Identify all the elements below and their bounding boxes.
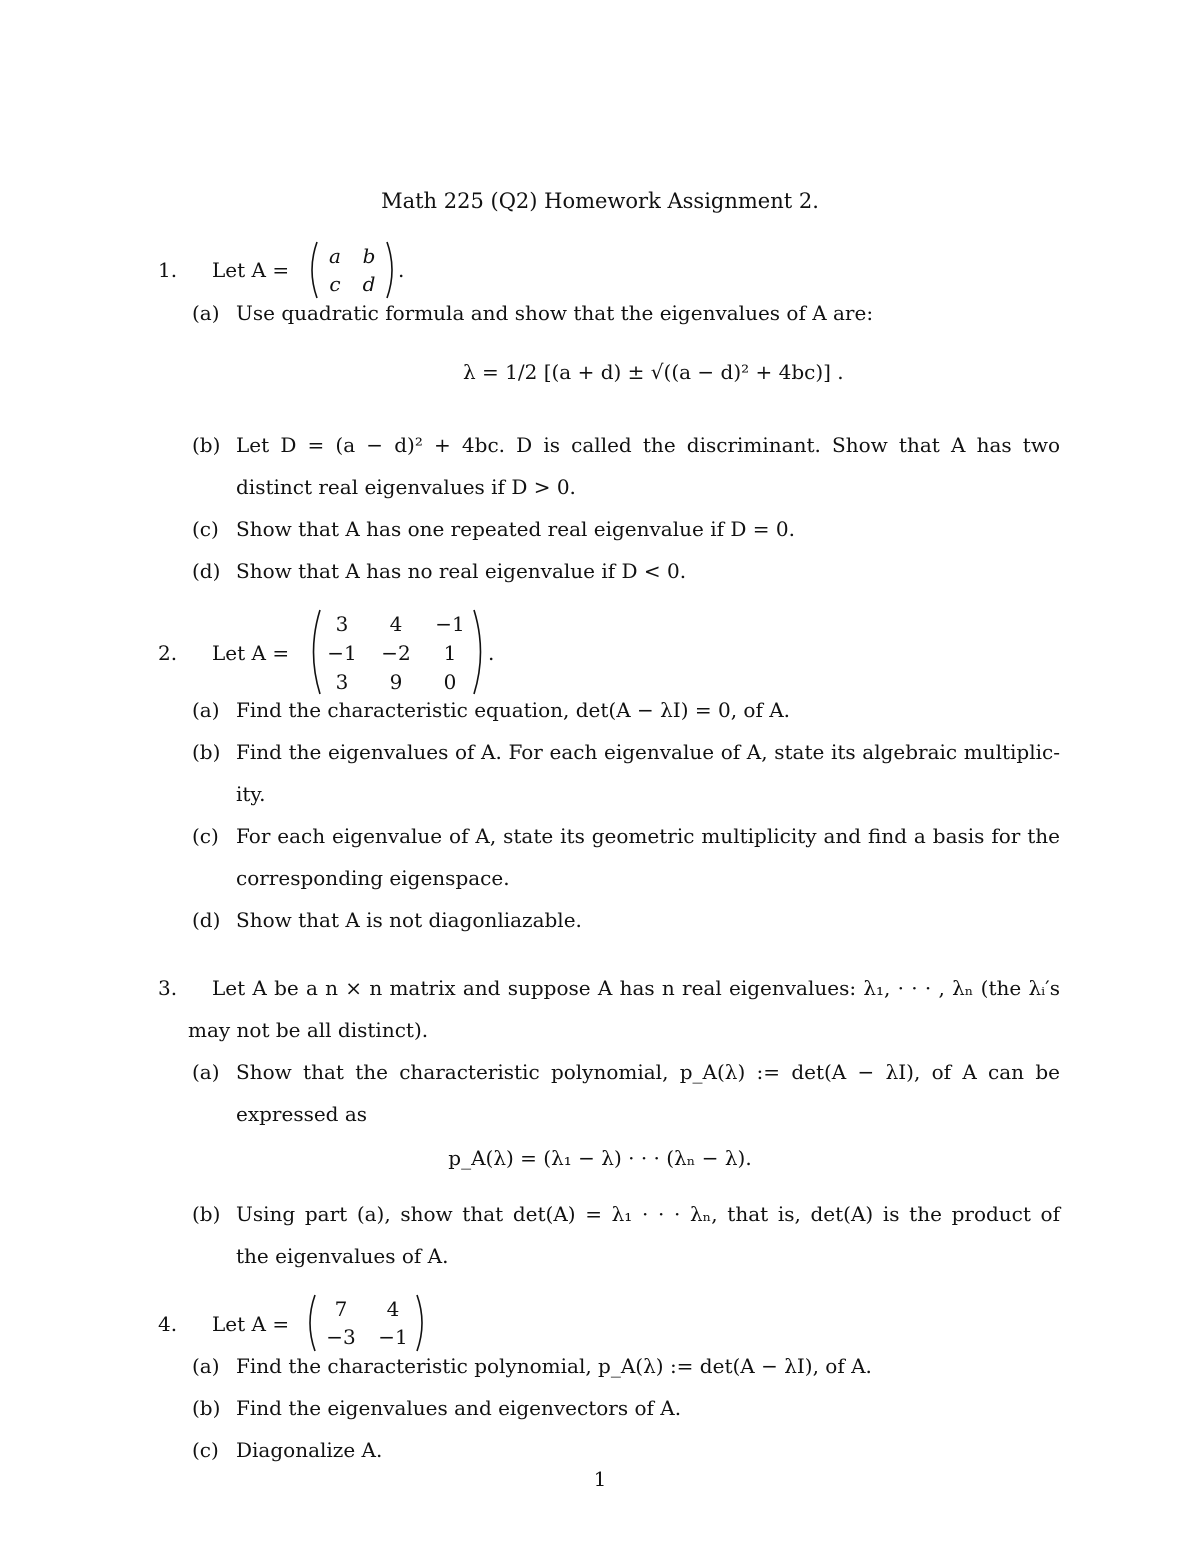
part-label: (a) bbox=[192, 301, 220, 325]
matrix-cell: 1 bbox=[443, 641, 457, 665]
part-text: Diagonalize A. bbox=[236, 1438, 383, 1462]
part-label: (b) bbox=[192, 1202, 221, 1226]
part-text: Find the characteristic equation, det(A − λI) = 0, of A. bbox=[236, 698, 791, 722]
matrix-cell: 0 bbox=[443, 670, 457, 694]
part-text: Let D = (a − d)² + 4bc. D is called the discriminant. Show that A has two bbox=[236, 433, 1060, 457]
page-number: 1 bbox=[593, 1467, 607, 1491]
formula-text: λ = 1/2 [(a + d) ± √((a − d)² + 4bc)] . bbox=[463, 360, 844, 384]
part-label: (b) bbox=[192, 433, 221, 457]
let-a-label: Let A = bbox=[212, 258, 290, 282]
matrix-cell: 3 bbox=[335, 670, 349, 694]
part-label: (a) bbox=[192, 1354, 220, 1378]
part-label: (c) bbox=[192, 517, 219, 541]
right-paren bbox=[472, 608, 488, 696]
matrix-3x3 bbox=[306, 608, 490, 696]
matrix-cell: −1 bbox=[435, 612, 465, 636]
problem-number: 3. bbox=[158, 976, 178, 1000]
matrix-cell: d bbox=[362, 272, 376, 296]
matrix-cell: b bbox=[362, 244, 376, 268]
right-paren bbox=[415, 1293, 429, 1353]
eigenvalue-formula bbox=[463, 346, 844, 384]
matrix-cell: −1 bbox=[378, 1325, 408, 1349]
part-text: distinct real eigenvalues if D > 0. bbox=[236, 475, 576, 499]
matrix-cell: −1 bbox=[327, 641, 357, 665]
page-title: Math 225 (Q2) Homework Assignment 2. bbox=[381, 189, 819, 213]
part-label: (a) bbox=[192, 1060, 220, 1084]
matrix-2x2 bbox=[305, 240, 399, 300]
polynomial-formula: p_A(λ) = (λ₁ − λ) · · · (λₙ − λ). bbox=[448, 1146, 752, 1170]
part-label: (d) bbox=[192, 908, 221, 932]
problem-number: 1. bbox=[158, 258, 178, 282]
part-text: Find the eigenvalues of A. For each eigenvalue of A, state its algebraic multiplic- bbox=[236, 740, 1060, 764]
part-label: (c) bbox=[192, 1438, 219, 1462]
part-text: expressed as bbox=[236, 1102, 368, 1126]
part-text: For each eigenvalue of A, state its geometric multiplicity and find a basis for the bbox=[236, 824, 1060, 848]
part-text: Find the eigenvalues and eigenvectors of A. bbox=[236, 1396, 682, 1420]
let-a-label: Let A = bbox=[212, 1312, 290, 1336]
matrix-cell: c bbox=[329, 272, 341, 296]
matrix-period: . bbox=[488, 641, 495, 665]
part-text: the eigenvalues of A. bbox=[236, 1244, 449, 1268]
part-text: Show that the characteristic polynomial, p_A(λ) := det(A − λI), of A can be bbox=[236, 1060, 1060, 1084]
part-text: Show that A is not diagonliazable. bbox=[236, 908, 582, 932]
right-paren bbox=[385, 240, 399, 300]
left-paren bbox=[303, 1293, 317, 1353]
part-text: Show that A has one repeated real eigenvalue if D = 0. bbox=[236, 517, 795, 541]
matrix-2x2 bbox=[303, 1293, 431, 1353]
let-a-label: Let A = bbox=[212, 641, 290, 665]
part-label: (d) bbox=[192, 559, 221, 583]
matrix-cell: −2 bbox=[381, 641, 411, 665]
matrix-cell: 9 bbox=[389, 670, 403, 694]
matrix-cell: 7 bbox=[334, 1297, 348, 1321]
part-text: Show that A has no real eigenvalue if D < 0. bbox=[236, 559, 687, 583]
part-label: (a) bbox=[192, 698, 220, 722]
matrix-cell: a bbox=[329, 244, 341, 268]
part-text: Use quadratic formula and show that the eigenvalues of A are: bbox=[236, 301, 874, 325]
matrix-period: . bbox=[398, 258, 405, 282]
part-label: (c) bbox=[192, 824, 219, 848]
problem-text: may not be all distinct). bbox=[188, 1018, 429, 1042]
part-text: Find the characteristic polynomial, p_A(λ) := det(A − λI), of A. bbox=[236, 1354, 872, 1378]
left-paren bbox=[306, 608, 322, 696]
part-text: ity. bbox=[236, 782, 266, 806]
problem-number: 4. bbox=[158, 1312, 178, 1336]
matrix-cell: −3 bbox=[326, 1325, 356, 1349]
problem-text: Let A be a n × n matrix and suppose A has n real eigenvalues: λ₁, · · · , λₙ (the λᵢ′s bbox=[212, 976, 1060, 1000]
matrix-cell: 3 bbox=[335, 612, 349, 636]
matrix-cell: 4 bbox=[389, 612, 403, 636]
part-label: (b) bbox=[192, 1396, 221, 1420]
part-text: corresponding eigenspace. bbox=[236, 866, 510, 890]
problem-number: 2. bbox=[158, 641, 178, 665]
part-label: (b) bbox=[192, 740, 221, 764]
matrix-cell: 4 bbox=[386, 1297, 400, 1321]
part-text: Using part (a), show that det(A) = λ₁ · · · λₙ, that is, det(A) is the product of bbox=[236, 1202, 1060, 1226]
